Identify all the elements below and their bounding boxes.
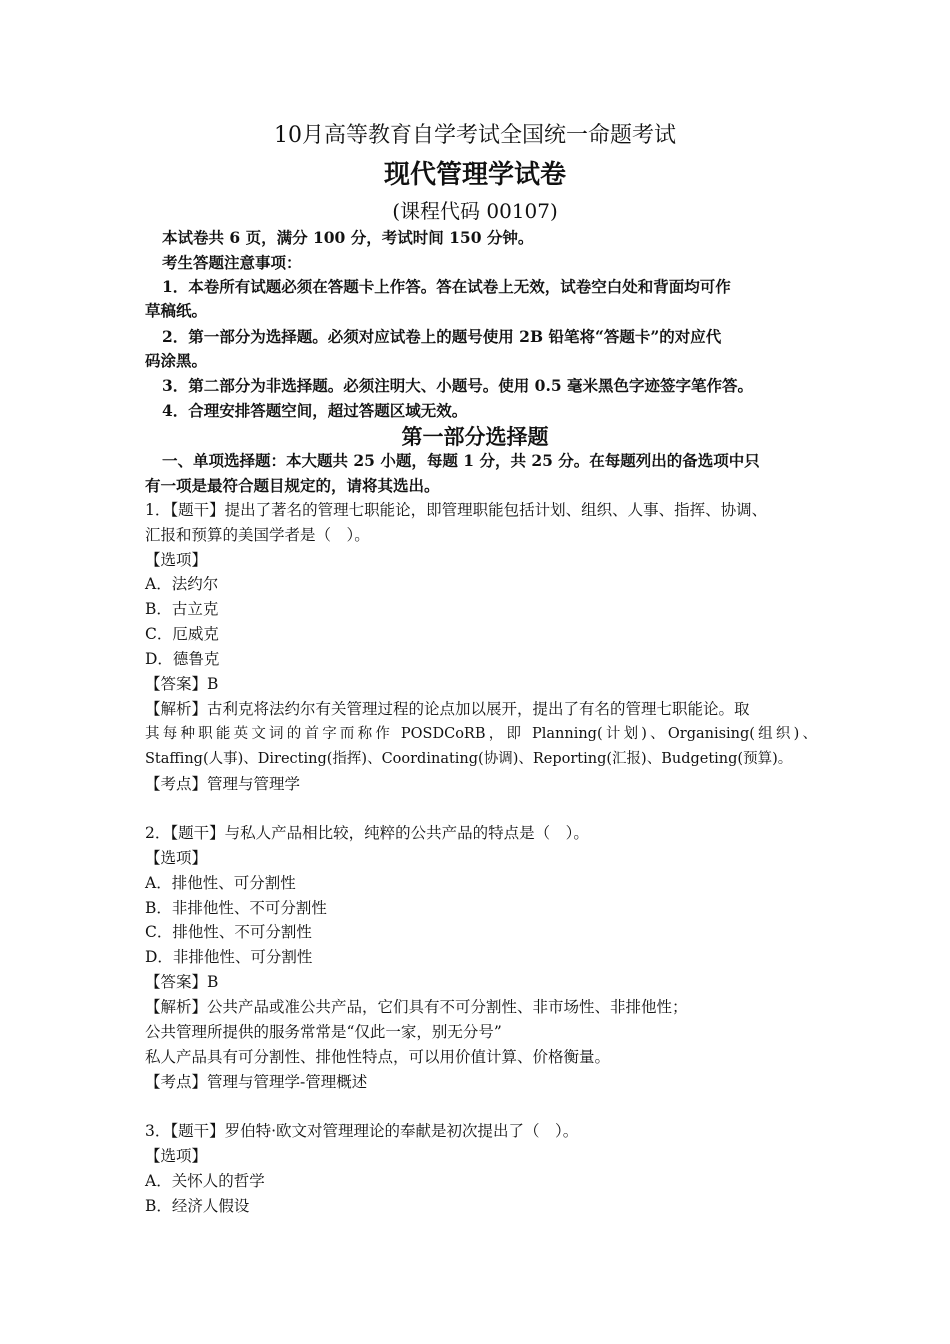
part1-title: 第一部分选择题 (401, 424, 549, 449)
q1-analysis-cont-2: Staffing(人事)、Directing(指挥)、Coordinating(协调)、Reporting(汇报)、Budgeting(预算)。 (145, 751, 793, 767)
q2-answer: 【答案】B (145, 973, 219, 991)
q1-option-b: B．古立克 (145, 600, 219, 618)
notice-item-1-cont: 草稿纸。 (145, 301, 208, 320)
q1-analysis-cont: 其每种职能英文词的首字而称作 POSDCoRB，即 Planning(计划)、Organising(组织)、 (145, 726, 817, 742)
q2-option-c: C．排他性、不可分割性 (145, 923, 312, 941)
q2-options-label: 【选项】 (145, 849, 208, 867)
q3-option-a: A．关怀人的哲学 (145, 1172, 265, 1190)
q3-option-b: B．经济人假设 (145, 1197, 250, 1215)
q2-key-point: 【考点】管理与管理学-管理概述 (145, 1073, 368, 1091)
q2-option-d: D．非排他性、可分割性 (145, 948, 313, 966)
notice-summary: 本试卷共 6 页，满分 100 分，考试时间 150 分钟。 (162, 228, 534, 247)
q1-key-point: 【考点】管理与管理学 (145, 775, 301, 793)
notice-item-2-cont: 码涂黑。 (145, 351, 208, 370)
notice-item-2: 2．第一部分为选择题。必须对应试卷上的题号使用 2B 铅笔将“答题卡”的对应代 (162, 327, 722, 346)
q1-option-a: A．法约尔 (145, 575, 219, 593)
q2-analysis-cont-2: 私人产品具有可分割性、排他性特点，可以用价值计算、价格衡量。 (145, 1048, 611, 1066)
notice-item-1: 1．本卷所有试题必须在答题卡上作答。答在试卷上无效，试卷空白处和背面均可作 (162, 277, 731, 296)
q2-analysis-cont: 公共管理所提供的服务常常是“仅此一家，别无分号” (145, 1023, 502, 1041)
section-instruction: 一、单项选择题：本大题共 25 小题，每题 1 分，共 25 分。在每题列出的备选项中只 (162, 451, 760, 470)
notice-item-4: 4．合理安排答题空间，超过答题区域无效。 (162, 401, 468, 420)
q1-option-c: C．厄威克 (145, 625, 219, 643)
q2-option-b: B．非排他性、不可分割性 (145, 899, 327, 917)
q2-analysis: 【解析】公共产品或准公共产品，它们具有不可分割性、非市场性、非排他性； (145, 998, 688, 1016)
notice-heading: 考生答题注意事项： (162, 253, 302, 272)
notice-item-3: 3．第二部分为非选择题。必须注明大、小题号。使用 0.5 毫米黑色字迹签字笔作答。 (162, 376, 754, 395)
course-code: (课程代码 00107) (392, 199, 558, 223)
q2-option-a: A．排他性、可分割性 (145, 874, 296, 892)
paper-title: 现代管理学试卷 (383, 160, 566, 190)
q1-analysis: 【解析】古利克将法约尔有关管理过程的论点加以展开，提出了有名的管理七职能论。取 (145, 700, 750, 718)
q1-stem: 1．【题干】提出了著名的管理七职能论，即管理职能包括计划、组织、人事、指挥、协调、 (145, 501, 768, 519)
exam-header-title: 10月高等教育自学考试全国统一命题考试 (274, 123, 676, 148)
q2-stem: 2．【题干】与私人产品相比较，纯粹的公共产品的特点是（ ）。 (145, 824, 589, 842)
section-instruction-cont: 有一项是最符合题目规定的，请将其选出。 (145, 476, 440, 495)
q1-answer: 【答案】B (145, 675, 219, 693)
q1-stem-cont: 汇报和预算的美国学者是（ ）。 (145, 526, 370, 544)
q3-options-label: 【选项】 (145, 1147, 208, 1165)
q1-options-label: 【选项】 (145, 551, 208, 569)
q3-stem: 3．【题干】罗伯特·欧文对管理理论的奉献是初次提出了（ ）。 (145, 1122, 579, 1140)
q1-option-d: D．德鲁克 (145, 650, 220, 668)
